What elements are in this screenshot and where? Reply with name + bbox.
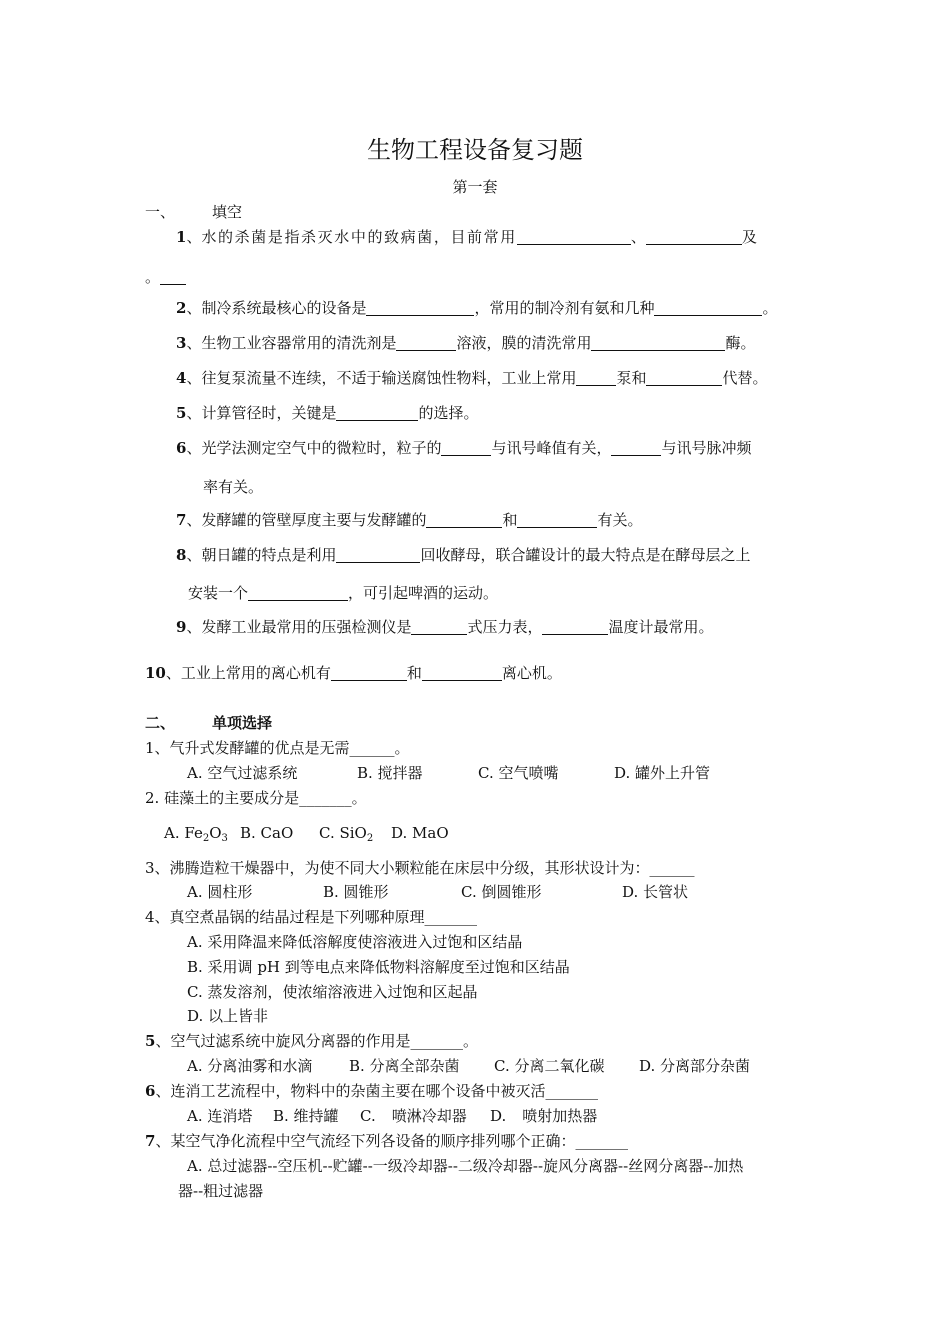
option-d[interactable]: D. 分离部分杂菌 [639, 1057, 751, 1075]
choice-question-6 [145, 1084, 598, 1099]
answer-blank[interactable] [517, 513, 597, 528]
question-text: 回收酵母，联合罐设计的最大特点是在酵母层之上 [420, 546, 751, 564]
option-d[interactable] [490, 1109, 597, 1124]
option-a[interactable]: A. 分离油雾和水滴 [187, 1057, 313, 1075]
question-text: 安装一个 [188, 584, 249, 602]
question-number: 8 [176, 546, 187, 564]
question-text: 、光学法测定空气中的微粒时，粒子的 [186, 439, 442, 457]
fill-question-10 [145, 666, 562, 681]
answer-blank[interactable] [654, 301, 762, 316]
fill-question-8-cont [188, 586, 498, 601]
section-1-heading: 填空 [212, 203, 243, 221]
subscript: 2 [366, 833, 374, 844]
question-number: 4 [176, 369, 187, 387]
option-c[interactable]: C. 蒸发溶剂，使浓缩溶液进入过饱和区起晶 [187, 983, 478, 1001]
answer-blank[interactable] [160, 270, 186, 285]
question-text: 、制冷系统最核心的设备是 [186, 299, 367, 317]
fill-question-1 [176, 230, 757, 245]
option-d[interactable]: D. 罐外上升管 [614, 764, 711, 782]
answer-blank[interactable] [411, 620, 467, 635]
answer-blank[interactable] [248, 586, 348, 601]
question-text: 溶液，膜的清洗常用 [456, 334, 592, 352]
fill-question-2 [176, 301, 777, 316]
question-number: 10 [145, 664, 166, 682]
question-text: 和 [406, 664, 422, 682]
section-2-number: 二、 [145, 714, 176, 732]
answer-blank[interactable] [576, 371, 616, 386]
question-text: 与讯号脉冲频 [661, 439, 752, 457]
option-letter: C. [360, 1107, 376, 1125]
question-number: 5 [145, 1032, 156, 1050]
option-a[interactable]: A. 圆柱形 [187, 883, 253, 901]
question-text: ，常用的制冷剂有氨和几种 [474, 299, 655, 317]
question-text: 。 [762, 299, 778, 317]
option-d[interactable]: D. MaO [391, 824, 449, 842]
answer-blank[interactable] [422, 666, 502, 681]
question-number: 7 [176, 511, 187, 529]
answer-blank[interactable] [336, 548, 420, 563]
fill-question-4 [176, 371, 767, 386]
question-text: 和 [502, 511, 518, 529]
choice-question-4: 4、真空煮晶锅的结晶过程是下列哪种原理_______ [145, 908, 478, 926]
question-text: ，可引起啤酒的运动。 [348, 584, 499, 602]
question-text: 、连消工艺流程中，物料中的杂菌主要在哪个设备中被灭活_______ [155, 1082, 598, 1100]
option-a[interactable]: A. 连消塔 [187, 1107, 253, 1125]
question-text: 泵和 [616, 369, 647, 387]
question-number: 3 [176, 334, 187, 352]
option-text: A. Fe [164, 824, 203, 842]
fill-question-8 [176, 548, 750, 563]
subscript: 3 [221, 833, 228, 844]
answer-blank[interactable] [331, 666, 407, 681]
question-text: 与讯号峰值有关， [491, 439, 612, 457]
question-text: 代替。 [722, 369, 768, 387]
section-1-number: 一、 [145, 203, 176, 221]
choice-question-2: 2. 硅藻土的主要成分是_______。 [145, 789, 367, 807]
answer-blank[interactable] [336, 406, 418, 421]
question-number: 1 [176, 228, 187, 246]
answer-blank[interactable] [366, 301, 474, 316]
question-text: 、空气过滤系统中旋风分离器的作用是_______。 [155, 1032, 478, 1050]
option-b[interactable]: B. CaO [240, 824, 294, 842]
question-text: 。 [145, 268, 161, 286]
answer-blank[interactable] [426, 513, 502, 528]
subscript: 2 [202, 833, 210, 844]
question-text: 、往复泵流量不连续，不适于输送腐蚀性物料，工业上常用 [186, 369, 577, 387]
question-text: 、发酵工业最常用的压强检测仪是 [186, 618, 412, 636]
fill-question-6 [176, 441, 751, 456]
question-text: 及 [741, 228, 757, 246]
option-a[interactable]: A. 采用降温来降低溶解度使溶液进入过饱和区结晶 [187, 933, 523, 951]
question-text: 水的杀菌是指杀灭水中的致病菌，目前常用 [201, 228, 517, 246]
option-c[interactable]: C. 分离二氧化碳 [494, 1057, 605, 1075]
question-text: 有关。 [597, 511, 643, 529]
question-number: 5 [176, 404, 187, 422]
option-b[interactable]: B. 搅拌器 [357, 764, 423, 782]
question-text: 、发酵罐的管壁厚度主要与发酵罐的 [186, 511, 427, 529]
section-2-heading: 单项选择 [212, 714, 273, 732]
question-text: 、计算管径时，关键是 [186, 404, 337, 422]
choice-question-3: 3、沸腾造粒干燥器中，为使不同大小颗粒能在床层中分级，其形状设计为：______ [145, 859, 695, 877]
fill-question-9 [176, 620, 713, 635]
choice-question-7 [145, 1134, 628, 1149]
page-subtitle: 第一套 [452, 178, 498, 196]
option-b[interactable]: B. 分离全部杂菌 [349, 1057, 460, 1075]
option-text: 喷射加热器 [522, 1107, 598, 1125]
question-text: 温度计最常用。 [608, 618, 714, 636]
option-d[interactable]: D. 以上皆非 [187, 1007, 269, 1025]
question-text: 、某空气净化流程中空气流经下列各设备的顺序排列哪个正确：_______ [155, 1132, 628, 1150]
option-text: 喷淋冷却器 [391, 1107, 467, 1125]
option-a[interactable]: A. 总过滤器--空压机--贮罐--一级冷却器--二级冷却器--旋风分离器--丝网分离器--加热 [187, 1157, 744, 1175]
question-text: 、朝日罐的特点是利用 [186, 546, 337, 564]
answer-blank[interactable] [396, 336, 456, 351]
option-text: C. SiO [319, 824, 367, 842]
choice-question-1: 1、气升式发酵罐的优点是无需______。 [145, 739, 410, 757]
question-text: 离心机。 [501, 664, 562, 682]
question-number: 2 [176, 299, 187, 317]
separator: 、 [186, 228, 202, 246]
option-d[interactable]: D. 长管状 [622, 883, 689, 901]
page-title: 生物工程设备复习题 [367, 136, 583, 164]
fill-question-3 [176, 336, 755, 351]
option-a-cont: 器--粗过滤器 [178, 1182, 264, 1200]
answer-blank[interactable] [611, 441, 661, 456]
option-c[interactable]: C. 空气喷嘴 [478, 764, 559, 782]
question-text: 式压力表， [467, 618, 543, 636]
question-text: 、生物工业容器常用的清洗剂是 [186, 334, 397, 352]
question-text: 的选择。 [418, 404, 479, 422]
option-a[interactable]: A. 空气过滤系统 [187, 764, 298, 782]
question-text: 、工业上常用的离心机有 [165, 664, 331, 682]
fill-question-1-cont [145, 270, 186, 285]
answer-blank[interactable] [441, 441, 491, 456]
option-text: O [209, 824, 222, 842]
option-c[interactable] [360, 1109, 467, 1124]
question-number: 6 [176, 439, 187, 457]
choice-question-5 [145, 1034, 478, 1049]
question-number: 7 [145, 1132, 156, 1150]
question-number: 6 [145, 1082, 156, 1100]
option-c[interactable]: C. 倒圆锥形 [461, 883, 542, 901]
answer-blank[interactable] [646, 230, 742, 245]
option-b[interactable]: B. 采用调 pH 到等电点来降低物料溶解度至过饱和区结晶 [187, 958, 570, 976]
option-b[interactable]: B. 维持罐 [273, 1107, 339, 1125]
question-text: 、 [630, 228, 646, 246]
option-a[interactable] [164, 824, 228, 844]
option-letter: D. [490, 1107, 507, 1125]
answer-blank[interactable] [646, 371, 722, 386]
option-c[interactable] [319, 824, 374, 844]
fill-question-6-cont: 率有关。 [203, 478, 264, 496]
fill-question-7 [176, 513, 642, 528]
answer-blank[interactable] [542, 620, 608, 635]
question-text: 酶。 [725, 334, 756, 352]
answer-blank[interactable] [591, 336, 725, 351]
option-b[interactable]: B. 圆锥形 [323, 883, 389, 901]
question-number: 9 [176, 618, 187, 636]
fill-question-5 [176, 406, 478, 421]
answer-blank[interactable] [517, 230, 631, 245]
